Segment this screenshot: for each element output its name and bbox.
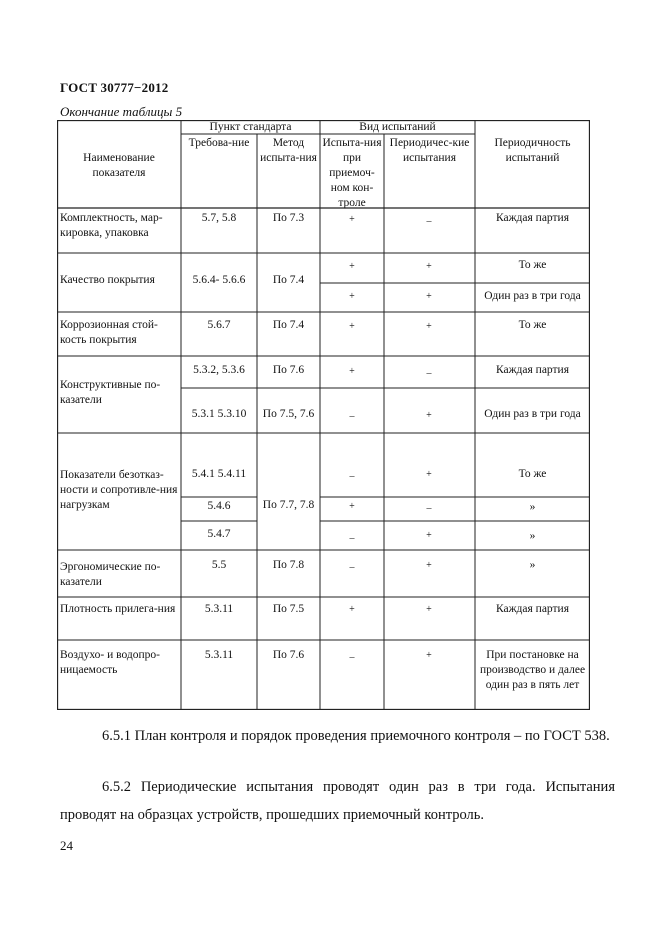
mark-plus: + [426,321,432,332]
row-name: Воздухо- и водопро-ницаемость [60,649,161,676]
header-test-type: Вид испытаний [359,121,436,133]
header-periodic-tests: Периодичес-кие испытания [389,137,470,164]
row-name: Коррозионная стой-кость покрытия [60,319,158,346]
mark-minus: – [349,411,355,422]
requirement-clause: 5.6.7 [207,319,231,331]
test-method: По 7.3 [272,212,305,224]
mark-plus: + [349,291,355,302]
header-periodicity: Периодичность испытаний [494,137,571,164]
periodicity: То же [518,319,547,331]
mark-minus: – [349,562,355,573]
header-requirement: Требова-ние [188,137,250,149]
periodicity: » [529,559,536,571]
periodicity: Каждая партия [495,603,569,615]
row-name: Эргономические по-казатели [60,561,161,588]
test-method: По 7.4 [272,319,305,331]
mark-plus: + [426,530,432,541]
mark-plus: + [426,261,432,272]
mark-minus: – [426,503,432,514]
mark-plus: + [426,469,432,480]
mark-plus: + [426,604,432,615]
mark-plus: + [426,560,432,571]
requirement-clause: 5.4.6 [207,500,231,512]
mark-minus: – [349,533,355,544]
mark-plus: + [349,214,355,225]
paragraph-6-5-1: 6.5.1 План контроля и порядок проведения приемочного контроля – по ГОСТ 538. [102,728,610,744]
mark-minus: – [349,652,355,663]
page-number: 24 [60,838,73,853]
periodicity: » [529,530,536,542]
requirement-clause: 5.3.11 [204,603,234,615]
mark-plus: + [426,410,432,421]
requirement-clause: 5.4.7 [207,528,231,540]
test-method: По 7.8 [272,559,305,571]
mark-plus: + [426,291,432,302]
periodicity: Один раз в три года [484,290,581,302]
header-indicator-name: Наименование показателя [83,152,155,179]
mark-minus: – [349,471,355,482]
mark-plus: + [426,650,432,661]
mark-minus: – [426,216,432,227]
requirement-clause: 5.7, 5.8 [201,212,237,224]
requirement-clause: 5.4.1 5.4.11 [191,468,247,480]
periodicity: Каждая партия [495,212,569,224]
row-name: Плотность прилега-ния [60,603,176,615]
row-name: Конструктивные по-казатели [60,379,161,406]
header-standard-clause: Пункт стандарта [209,121,292,133]
row-name: Показатели безотказ-ности и сопротивле-ния нагрузкам [60,469,178,511]
requirement-clause: 5.3.1 5.3.10 [191,408,247,420]
mark-plus: + [349,366,355,377]
requirement-clause: 5.3.11 [204,649,234,661]
test-method: По 7.7, 7.8 [262,499,315,511]
test-method: По 7.5 [272,603,305,615]
test-method: По 7.4 [272,274,305,286]
periodicity: При постановке на производство и далее один раз в пять лет [479,649,586,691]
header-acceptance-tests: Испыта-ния при приемоч-ном кон-троле [322,137,382,209]
row-name: Качество покрытия [60,274,155,286]
document-header: ГОСТ 30777−2012 [60,80,169,95]
test-method: По 7.6 [272,364,305,376]
paragraph-6-5-2: 6.5.2 Периодические испытания проводят один раз в три года. Испытания проводят на образцах устройств, прошедших приемочный контроль. [60,779,615,823]
periodicity: Один раз в три года [484,408,581,420]
periodicity: То же [518,259,547,271]
test-method: По 7.5, 7.6 [262,408,315,420]
requirement-clause: 5.3.2, 5.3.6 [193,364,245,376]
requirement-clause: 5.6.4- 5.6.6 [192,274,246,286]
periodicity: » [529,501,536,513]
test-method: По 7.6 [272,649,305,661]
mark-plus: + [349,604,355,615]
row-name: Комплектность, мар-кировка, упаковка [60,212,163,239]
periodicity: То же [518,468,547,480]
requirements-table [57,120,590,710]
table-caption: Окончание таблицы 5 [60,104,183,119]
mark-plus: + [349,321,355,332]
mark-minus: – [426,368,432,379]
periodicity: Каждая партия [495,364,569,376]
header-test-method: Метод испыта-ния [260,137,317,164]
mark-plus: + [349,261,355,272]
mark-plus: + [349,501,355,512]
requirement-clause: 5.5 [211,559,227,571]
